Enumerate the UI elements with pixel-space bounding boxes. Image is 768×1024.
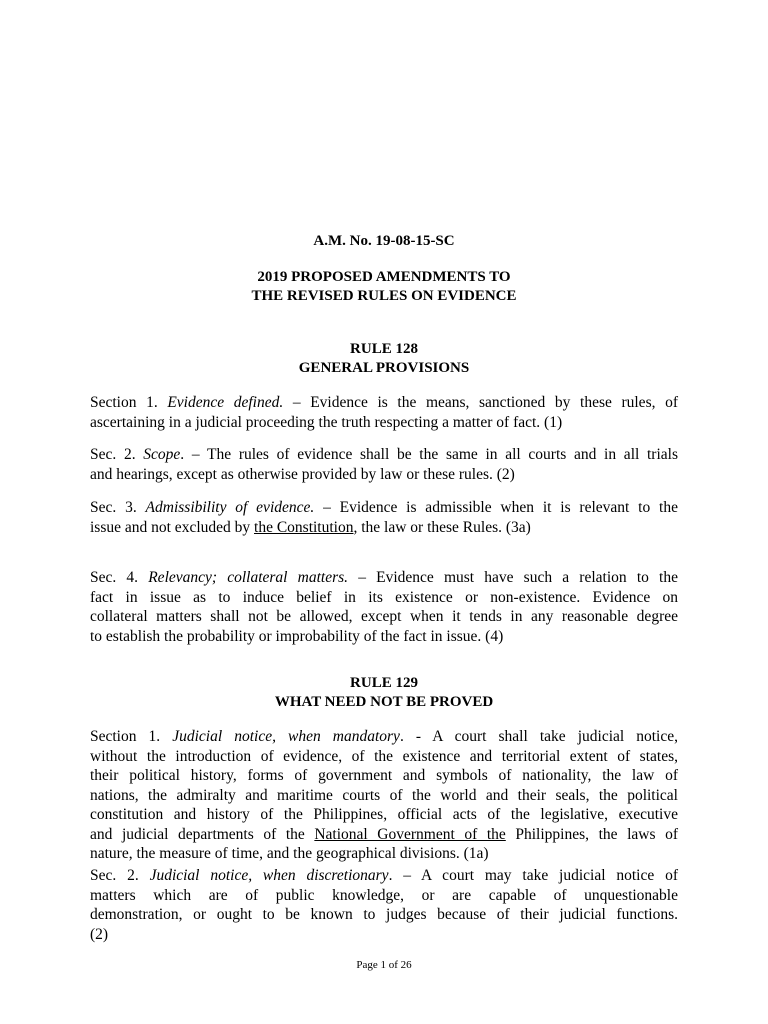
rule-128-number: RULE 128 <box>350 341 418 357</box>
section-heading: Judicial notice, when mandatory <box>172 728 400 745</box>
section-heading: Admissibility of evidence. <box>145 499 315 516</box>
rule-129-heading <box>0 674 768 712</box>
rule-128-section-1: Section 1. Evidence defined. – Evidence is the means, sanctioned by these rules, of ascertaining in a judicial proceeding the truth respecting a matter of fact. (1) <box>90 394 678 431</box>
section-heading: Judicial notice, when discretionary <box>149 867 389 884</box>
rule-128-name: GENERAL PROVISIONS <box>298 360 470 376</box>
section-heading: Scope <box>143 446 181 463</box>
section-heading: Relevancy; collateral matters. <box>148 569 349 586</box>
underlined-amendment: National Government of the <box>314 825 506 843</box>
rule-129-section-1: Section 1. Judicial notice, when mandatory. - A court shall take judicial notice, without the introduction of evidence, of the existence and territorial extent of states, their political history, forms of government and symbols of nationality, the law of nations, the admiralty and maritime courts of the world and their seals, the political constitution and history of the Philippines, official acts of the legislative, executive and judicial departments of the National Government of the Philippines, the laws of nature, the measure of time, and the geographical divisions. (1a) <box>90 728 678 862</box>
underlined-amendment: the Constitution <box>254 518 354 536</box>
rule-129-name: WHAT NEED NOT BE PROVED <box>274 694 494 710</box>
rule-128-heading <box>0 340 768 378</box>
document-title <box>0 268 768 306</box>
document-title-line-1: 2019 PROPOSED AMENDMENTS TO <box>257 269 511 285</box>
rule-129-section-2: Sec. 2. Judicial notice, when discretionary. – A court may take judicial notice of matters which are of public knowledge, or are capable of unquestionable demonstration, or ought to be known to judges because of their judicial functions. (2) <box>90 867 678 943</box>
document-title-line-2: THE REVISED RULES ON EVIDENCE <box>251 288 517 304</box>
rule-129-number: RULE 129 <box>350 675 418 691</box>
case-number: A.M. No. 19-08-15-SC <box>313 233 455 249</box>
rule-128-section-2: Sec. 2. Scope. – The rules of evidence shall be the same in all courts and in all trials and hearings, except as otherwise provided by law or these rules. (2) <box>90 446 678 483</box>
page-number-footer: Page 1 of 26 <box>356 959 412 971</box>
rule-128-section-3: Sec. 3. Admissibility of evidence. – Evidence is admissible when it is relevant to the issue and not excluded by the Constitution, the law or these Rules. (3a) <box>90 499 678 536</box>
section-heading: Evidence defined. <box>167 394 284 411</box>
rule-128-section-4: Sec. 4. Relevancy; collateral matters. – Evidence must have such a relation to the fact in issue as to induce belief in its existence or non-existence. Evidence on collateral matters shall not be allowed, except when it tends in any reasonable degree to establish the probability or improbability of the fact in issue. (4) <box>90 569 678 645</box>
